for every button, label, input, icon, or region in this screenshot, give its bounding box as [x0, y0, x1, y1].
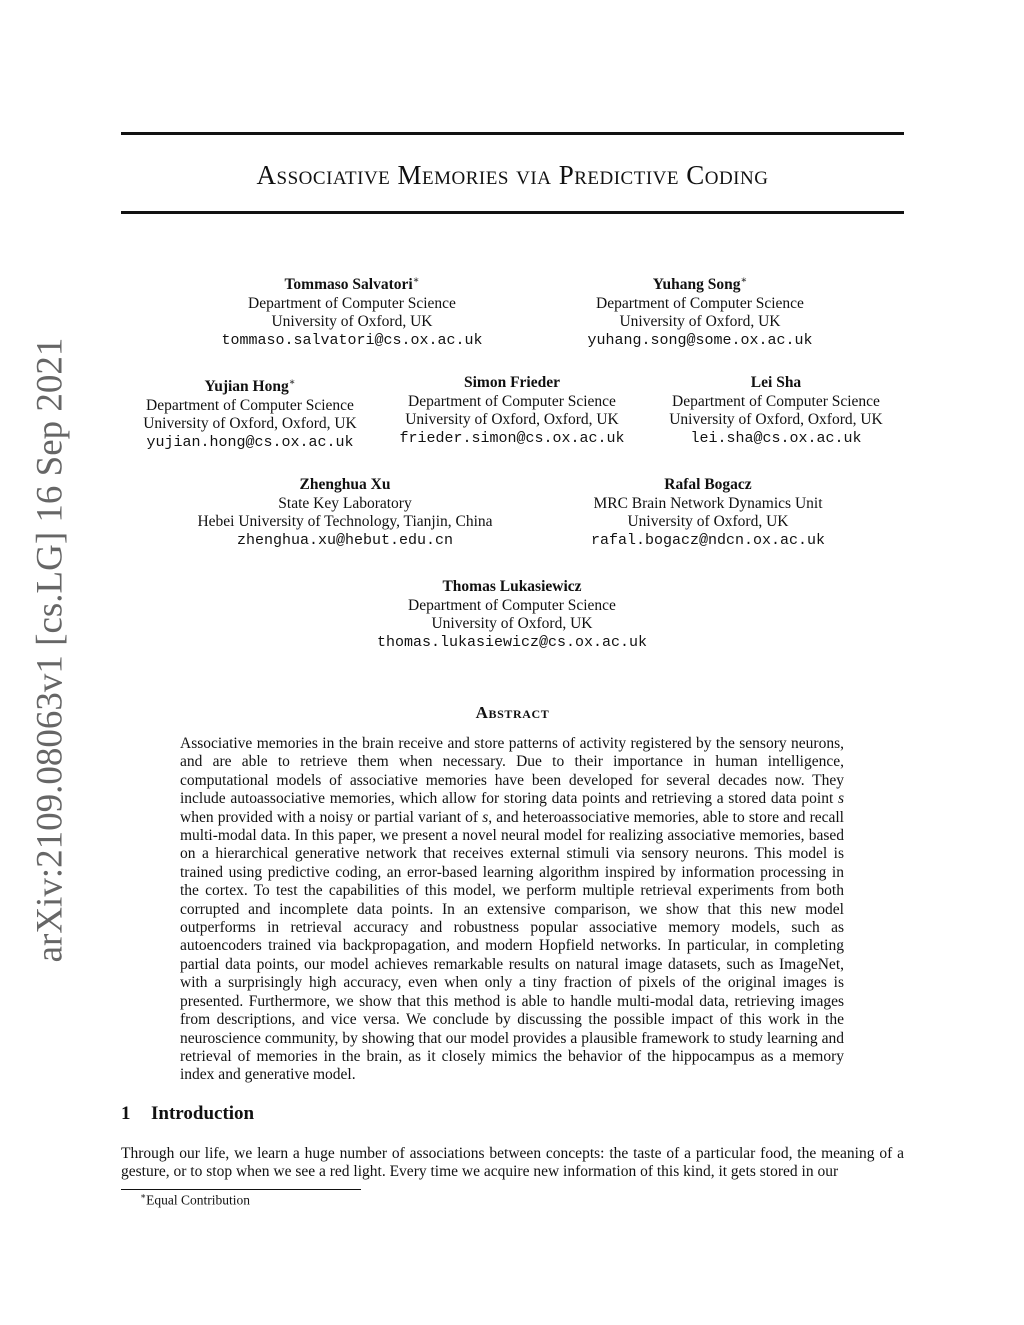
title-bottom-rule: [121, 211, 904, 214]
section-heading: [121, 1103, 254, 1125]
arxiv-identifier: arXiv:2109.08063v1 [cs.LG] 16 Sep 2021: [29, 337, 71, 963]
author-email[interactable]: frieder.simon@cs.ox.ac.uk: [399, 429, 625, 447]
author-block: [162, 272, 542, 350]
abstract-text: Associative memories in the brain receive and store patterns of activity registered by the sensory neurons, and are able to retrieve them when necessary. Due to their importance in human intelligence, computational models of associative memories have been developed for several decades now. They include autoassociative memories, which allow for storing data points and retrieving a stored data point s when provided with a noisy or partial variant of s, and heteroassociative memories, able to store and recall multi-modal data. In this paper, we present a novel neural model for realizing associative memories, based on a hierarchical generative network that receives external stimuli via sensory neurons. This model is trained using predictive coding, an error-based learning algorithm inspired by information processing in the cortex. To test the capabilities of this model, we perform multiple retrieval experiments from both corrupted and incomplete data points. In an extensive comparison, we show that this new model outperforms in retrieval accuracy and robustness popular associative memory models, such as autoencoders trained via backpropagation, and modern Hopfield networks. In particular, in completing partial data points, our model achieves remarkable results on natural image datasets, such as ImageNet, with a surprisingly high accuracy, even when only a tiny fraction of pixels of the original images is presented. Furthermore, we show that this method is able to handle multi-modal data, retrieving images from descriptions, and vice versa. We conclude by discussing the possible impact of this work in the neuroscience community, by showing that our model provides a plausible framework to study learning and retrieval of memories in the brain, as it closely mimics the behavior of the hippocampus as a memory index and generative model.: [180, 735, 844, 1084]
author-affiliation: Department of Computer Science: [248, 294, 456, 312]
author-affiliation: State Key Laboratory: [278, 494, 412, 512]
intro-paragraph: Through our life, we learn a huge number of associations between concepts: the taste of a particular food, the meaning of a gesture, or to stop when we see a red light. Every time we acquire new information of this kind, it gets stored in our: [121, 1145, 904, 1181]
math-variable: s: [837, 790, 844, 808]
author-name: Yujian Hong: [204, 378, 289, 396]
author-name: Yuhang Song: [652, 276, 741, 294]
author-affiliation: Hebei University of Technology, Tianjin, China: [197, 513, 493, 530]
author-affiliation: University of Oxford, UK: [627, 513, 789, 530]
author-affiliation: Department of Computer Science: [672, 392, 880, 410]
paper-title: Associative Memories via Predictive Coding: [256, 160, 769, 190]
author-name: Tommaso Salvatori: [284, 276, 413, 294]
author-email[interactable]: yuhang.song@some.ox.ac.uk: [587, 331, 813, 349]
author-name: Simon Frieder: [464, 374, 560, 391]
author-affiliation: University of Oxford, UK: [619, 313, 781, 331]
author-block: [120, 374, 380, 452]
author-block: [382, 374, 642, 448]
author-affiliation: University of Oxford, Oxford, UK: [405, 411, 619, 428]
abstract-heading: Abstract: [475, 703, 550, 722]
author-affiliation: MRC Brain Network Dynamics Unit: [593, 494, 823, 512]
author-name: Zhenghua Xu: [299, 476, 391, 493]
author-block: [332, 578, 692, 652]
footnote: [140, 1191, 250, 1209]
section-title: Introduction: [151, 1103, 255, 1124]
author-block: [646, 374, 906, 448]
author-affiliation: University of Oxford, UK: [431, 615, 593, 632]
author-affiliation: University of Oxford, Oxford, UK: [669, 411, 883, 428]
author-name: Lei Sha: [750, 374, 802, 391]
author-email[interactable]: lei.sha@cs.ox.ac.uk: [690, 429, 862, 447]
author-email[interactable]: yujian.hong@cs.ox.ac.uk: [146, 433, 354, 451]
equal-contribution-mark: ∗: [412, 275, 420, 286]
section-number: 1: [121, 1103, 131, 1124]
author-email[interactable]: tommaso.salvatori@cs.ox.ac.uk: [221, 331, 483, 349]
author-name: Rafal Bogacz: [664, 476, 752, 493]
footnote-rule: [121, 1189, 361, 1190]
author-affiliation: Department of Computer Science: [596, 294, 804, 312]
author-email[interactable]: zhenghua.xu@hebut.edu.cn: [236, 531, 454, 549]
author-block: [538, 476, 878, 550]
author-affiliation: Department of Computer Science: [146, 396, 354, 414]
equal-contribution-mark: ∗: [288, 377, 296, 388]
author-email[interactable]: rafal.bogacz@ndcn.ox.ac.uk: [590, 531, 826, 549]
title-top-rule: [121, 132, 904, 135]
author-block: [520, 272, 880, 350]
footnote-text: Equal Contribution: [146, 1192, 250, 1208]
author-affiliation: University of Oxford, Oxford, UK: [143, 415, 357, 433]
footnote-mark: ∗: [140, 1191, 147, 1201]
equal-contribution-mark: ∗: [740, 275, 748, 286]
math-variable: s: [482, 808, 489, 826]
author-affiliation: Department of Computer Science: [408, 596, 616, 614]
author-block: [160, 476, 530, 550]
author-email[interactable]: thomas.lukasiewicz@cs.ox.ac.uk: [376, 633, 648, 651]
author-affiliation: Department of Computer Science: [408, 392, 616, 410]
author-name: Thomas Lukasiewicz: [442, 578, 582, 595]
author-affiliation: University of Oxford, UK: [271, 313, 433, 331]
